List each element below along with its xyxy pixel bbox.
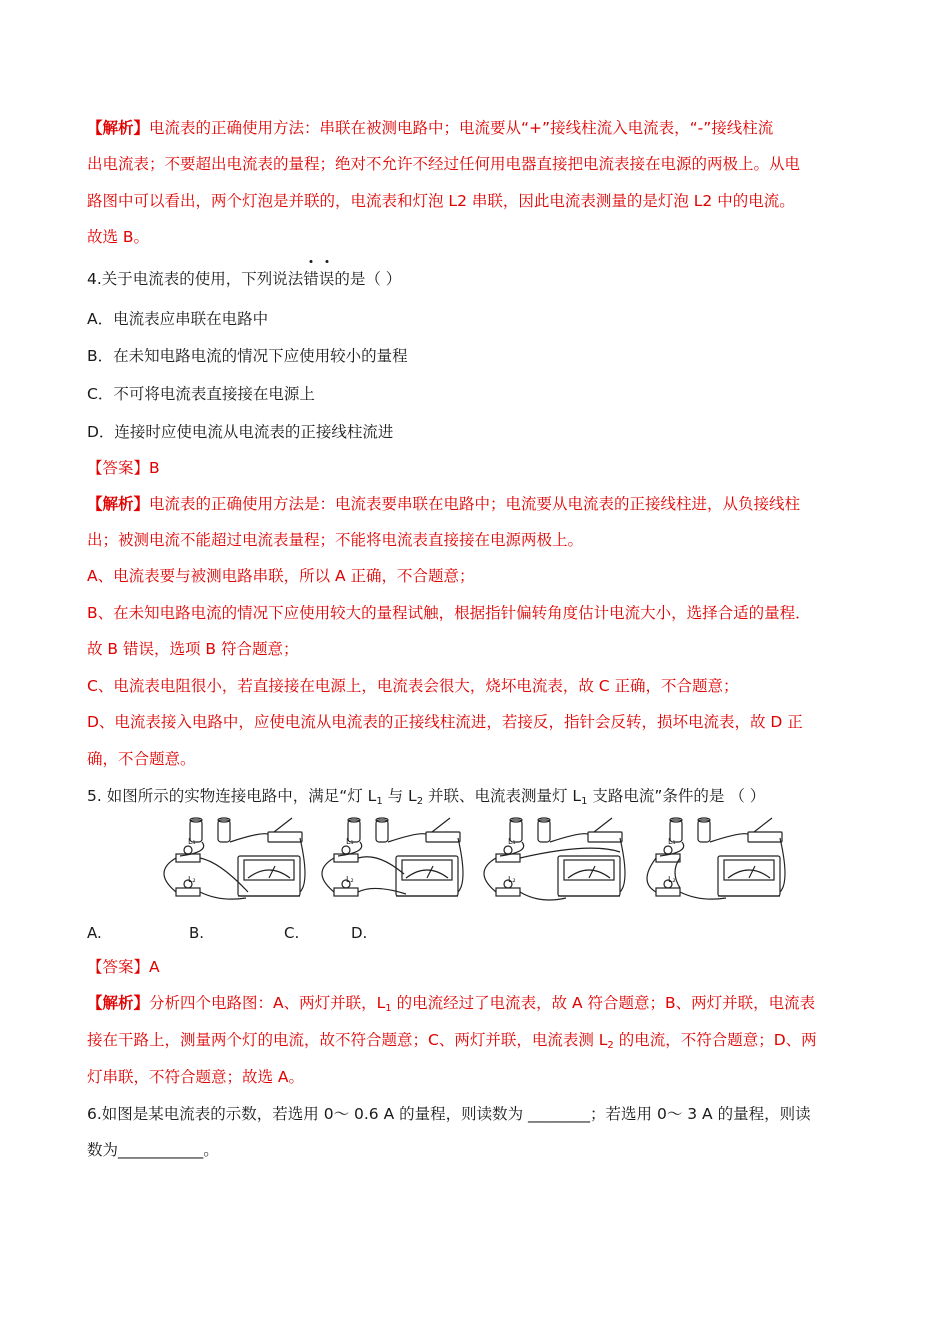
question-4-analysis-line-3: A、电流表要与被测电路串联，所以 A 正确，不合题意； — [87, 567, 475, 585]
question-5-analysis-line-1: 【解析】分析四个电路图：A、两灯并联，$L_1$ 的电流经过了电流表，故 A 符合题意；B、两灯并联，电流表 — [87, 994, 816, 1014]
question-4-analysis-line-4: B、在未知电路电流的情况下应使用较大的量程试触，根据指针偏转角度估计电流大小，选择合适的量程． — [87, 604, 811, 622]
emphasis-char: 误 — [319, 268, 335, 290]
circuit-figure-c — [470, 812, 630, 916]
question-4-analysis-line-1: 【解析】电流表的正确使用方法是：电流表要串联在电路中；电流要从电流表的正接线柱进，从负接线柱 — [87, 495, 801, 513]
question-4-analysis-line-6: C、电流表电阻很小，若直接接在电源上，电流表会很大，烧坏电流表，故 C 正确，不合题意； — [87, 677, 739, 695]
analysis-3-line-2: 出电流表；不要超出电流表的量程；绝对不允许不经过任何用电器直接把电流表接在电源的两极上。从电 — [87, 155, 801, 173]
circuit-figure-a — [150, 812, 310, 916]
question-4-option-d: D．连接时应使电流从电流表的正接线柱流进 — [87, 423, 394, 441]
question-5-analysis-line-2: 接在干路上，测量两个灯的电流，故不符合题意；C、两灯并联，电流表测 $L_2$ 的电流，不符合题意；D、两 — [87, 1031, 817, 1051]
question-4-option-c: C．不可将电流表直接接在电源上 — [87, 385, 315, 403]
question-4-answer: 【答案】B — [87, 459, 160, 477]
analysis-3-line-1: 【解析】电流表的正确使用方法：串联在被测电路中；电流要从“+”接线柱流入电流表，“-”接线柱流 — [87, 119, 774, 137]
lamp-l1-label: L₁ — [346, 837, 354, 846]
question-4-analysis-line-8: 确，不合题意。 — [87, 750, 196, 768]
lamp-l1-label: L₁ — [188, 837, 196, 846]
lamp-l1-label: L₁ — [668, 837, 676, 846]
question-5-answer: 【答案】A — [87, 958, 160, 976]
lamp-l2-label: L₂ — [668, 875, 676, 884]
question-4-option-a: A．电流表应串联在电路中 — [87, 310, 269, 328]
question-4-option-b: B．在未知电路电流的情况下应使用较小的量程 — [87, 347, 408, 365]
question-4-analysis-line-7: D、电流表接入电路中，应使电流从电流表的正接线柱流进，若接反，指针会反转，损坏电流表，故 D 正 — [87, 713, 803, 731]
question-5-analysis-line-3: 灯串联，不符合题意；故选 A。 — [87, 1068, 305, 1086]
question-6-line-1: 6.如图是某电流表的示数，若选用 0～ 0.6 A 的量程，则读数为 ________；若选用 0～ 3 A 的量程，则读 — [87, 1105, 811, 1123]
analysis-3-line-3: 路图中可以看出，两个灯泡是并联的，电流表和灯泡 L2 串联，因此电流表测量的是灯泡 L2 中的电流。 — [87, 192, 795, 210]
question-4-stem: 4.关于电流表的使用，下列说法 错 误的是（ ） — [87, 268, 401, 290]
figure-label-b: B. — [189, 924, 205, 942]
figure-label-a: A. — [87, 924, 102, 942]
figure-label-c: C. — [284, 924, 300, 942]
figure-label-d: D. — [351, 924, 368, 942]
lamp-l2-label: L₂ — [346, 875, 354, 884]
question-6-line-2: 数为___________。 — [87, 1141, 219, 1159]
lamp-l2-label: L₂ — [508, 875, 516, 884]
circuit-figures — [150, 812, 868, 916]
lamp-l1-label: L₁ — [508, 837, 516, 846]
analysis-3-line-4: 故选 B。 — [87, 228, 150, 246]
question-4-analysis-line-5: 故 B 错误，选项 B 符合题意； — [87, 640, 299, 658]
emphasis-char: 错 — [303, 268, 319, 290]
lamp-l2-label: L₂ — [188, 875, 196, 884]
circuit-figure-b — [308, 812, 468, 916]
question-4-analysis-line-2: 出；被测电流不能超过电流表量程；不能将电流表直接接在电源两极上。 — [87, 531, 584, 549]
circuit-figure-d — [630, 812, 790, 916]
question-5-stem: 5. 如图所示的实物连接电路中，满足“灯 $L_1$ 与 $L_2$ 并联、电流表测量灯 $L_1$ 支路电流”条件的是 （ ） — [87, 787, 766, 807]
